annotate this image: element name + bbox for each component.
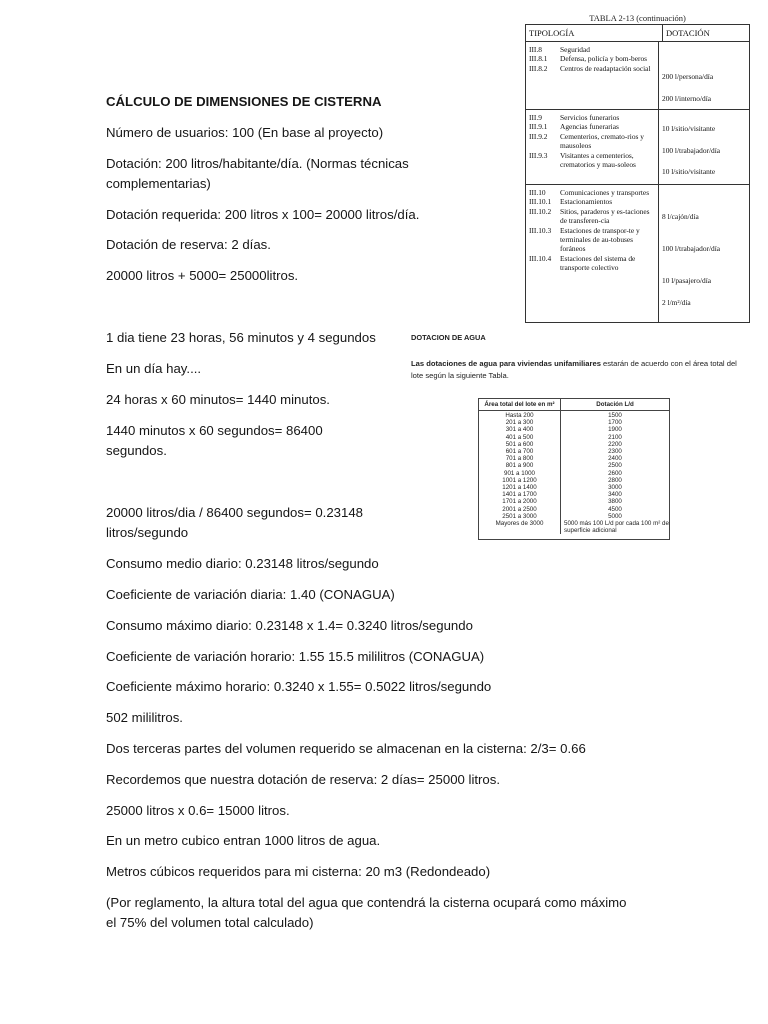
table-cell-dotacion: 2100	[608, 433, 622, 441]
table-header	[526, 25, 749, 42]
dotacion-table-header	[479, 399, 669, 411]
table-cell-area: 2501 a 3000	[502, 512, 537, 520]
table-group-seguridad	[526, 42, 749, 110]
dotacion-table	[478, 398, 670, 540]
table-caption: TABLA 2-13 (continuación)	[589, 13, 686, 23]
table-value: 200 l/persona/día	[662, 72, 714, 81]
text-line: (Por reglamento, la altura total del agua que contendrá la cisterna ocupará como máximo	[106, 895, 627, 910]
text-line: 24 horas x 60 minutos= 1440 minutos.	[106, 392, 330, 407]
text-line: Número de usuarios: 100 (En base al proyecto)	[106, 125, 384, 140]
text-line: 1 dia tiene 23 horas, 56 minutos y 4 segundos	[106, 330, 376, 345]
table-value: 10 l/sitio/visitante	[662, 124, 716, 133]
text-line: Dotación requerida: 200 litros x 100= 20000 litros/día.	[106, 207, 420, 222]
table-cell-dotacion: 4500	[608, 505, 622, 513]
text-line: complementarias)	[106, 176, 211, 191]
table-group-transportes	[526, 185, 749, 323]
table-value: 8 l/cajón/día	[662, 212, 699, 221]
table-value: 100 l/trabajador/día	[662, 244, 721, 253]
table-row: III.9.2 Cementerios, cremato-rios y mausoleos	[529, 131, 644, 151]
table-group-funerarios	[526, 110, 749, 185]
table-row: III.10.2 Sitios, paraderos y es-taciones de transferen-cia	[529, 206, 650, 226]
table-cell-area: 1001 a 1200	[502, 476, 537, 484]
area-column	[479, 411, 561, 534]
header-tipologia: TIPOLOGÍA	[526, 25, 663, 41]
table-row: III.9 Servicios funerarios	[529, 113, 620, 122]
dotacion-paragraph	[411, 358, 741, 382]
page-title: CÁLCULO DE DIMENSIONES DE CISTERNA	[106, 94, 382, 109]
table-row: III.10 Comunicaciones y transportes	[529, 188, 650, 197]
table-cell-dotacion: 2400	[608, 455, 622, 463]
table-cell-area: Hasta 200	[505, 412, 534, 419]
table-value: 2 l/m²/día	[662, 298, 691, 307]
table-cell-dotacion: 3400	[608, 491, 622, 499]
table-grid	[525, 24, 750, 323]
table-row: III.10.4 Estaciones del sistema de transporte colectivo	[529, 253, 636, 273]
table-value: 10 l/pasajero/día	[662, 276, 712, 285]
text-line: 1440 minutos x 60 segundos= 86400	[106, 423, 323, 438]
table-value: 200 l/interno/día	[662, 94, 712, 103]
text-line: Dotación de reserva: 2 días.	[106, 237, 271, 252]
table-cell-dotacion: 3800	[608, 498, 622, 506]
table-cell-dotacion: 2500	[608, 462, 622, 470]
table-cell-dotacion: 1500	[608, 412, 622, 419]
table-cell-dotacion: 1700	[608, 419, 622, 427]
text-line: 25000 litros x 0.6= 15000 litros.	[106, 803, 290, 818]
table-row: III.8.1 Defensa, policía y bom-beros	[529, 54, 648, 64]
text-line: 20000 litros + 5000= 25000litros.	[106, 268, 299, 283]
dotacion-column	[561, 411, 669, 534]
dotacion-bold: Las dotaciones de agua para viviendas unifamiliares	[411, 359, 601, 368]
text-line: Coeficiente de variación diaria: 1.40 (CONAGUA)	[106, 587, 395, 602]
header-dotacion-ld: Dotación L/d	[596, 401, 634, 408]
table-cell-area: 1401 a 1700	[502, 491, 537, 499]
text-line: En un día hay....	[106, 361, 202, 376]
text-line: segundos.	[106, 443, 167, 458]
table-row: III.10.1 Estacionamientos	[529, 197, 613, 207]
text-line: Consumo máximo diario: 0.23148 x 1.4= 0.3240 litros/segundo	[106, 618, 473, 633]
table-cell-area: 201 a 300	[505, 419, 534, 427]
text-line: Consumo medio diario: 0.23148 litros/segundo	[106, 556, 379, 571]
table-2-13	[525, 12, 750, 323]
text-line: Dotación: 200 litros/habitante/día. (Normas técnicas	[106, 156, 409, 171]
table-cell-area: 2001 a 2500	[502, 505, 537, 513]
table-cell-dotacion: 2600	[608, 469, 622, 477]
table-cell-area: 1701 a 2000	[502, 498, 537, 506]
table-cell-dotacion: 5000 más 100 L/d por cada 100 m² de superficie adicional	[564, 520, 669, 535]
text-line: Recordemos que nuestra dotación de reserva: 2 días= 25000 litros.	[106, 772, 501, 787]
text-line: 502 mililitros.	[106, 710, 183, 725]
table-cell-area: 1201 a 1400	[502, 484, 537, 492]
table-cell-dotacion: 3000	[608, 484, 622, 492]
header-dotacion: DOTACIÓN	[666, 28, 710, 38]
table-value: 10 l/sitio/visitante	[662, 167, 716, 176]
table-cell-dotacion: 5000	[608, 512, 622, 520]
table-cell-area: 301 a 400	[505, 426, 534, 434]
table-cell-dotacion: 2800	[608, 476, 622, 484]
table-cell-area: Mayores de 3000	[495, 520, 544, 528]
dotacion-title: DOTACION DE AGUA	[411, 333, 486, 342]
text-line: En un metro cubico entran 1000 litros de agua.	[106, 833, 381, 848]
table-cell-dotacion: 2200	[608, 440, 622, 448]
table-cell-dotacion: 2300	[608, 448, 622, 456]
table-cell-area: 901 a 1000	[504, 469, 535, 477]
text-line: el 75% del volumen total calculado)	[106, 915, 314, 930]
text-line: litros/segundo	[106, 525, 189, 540]
table-row: III.9.3 Visitantes a cementerios, crematorios y mau-soleos	[529, 150, 636, 170]
table-cell-area: 501 a 600	[505, 440, 534, 448]
table-cell-area: 701 a 800	[505, 455, 534, 463]
table-row: III.8.2 Centros de readaptación social	[529, 63, 651, 73]
table-cell-area: 401 a 500	[505, 433, 534, 441]
dotacion-rest: estarán de acuerdo con el área total del lote según la siguiente Tabla.	[411, 359, 737, 380]
table-cell-area: 601 a 700	[505, 448, 534, 456]
table-cell-area: 801 a 900	[505, 462, 534, 470]
table-row: III.9.1 Agencias funerarias	[529, 122, 619, 132]
text-line: Coeficiente máximo horario: 0.3240 x 1.55= 0.5022 litros/segundo	[106, 679, 492, 694]
text-line: 20000 litros/dia / 86400 segundos= 0.23148	[106, 505, 363, 520]
table-row: III.10.3 Estaciones de transpor-te y terminales de au-tobuses foráneos	[529, 225, 640, 254]
text-line: Coeficiente de variación horario: 1.55 15.5 mililitros (CONAGUA)	[106, 649, 485, 664]
header-area: Área total del lote en m²	[479, 399, 561, 410]
table-value: 100 l/trabajador/día	[662, 146, 721, 155]
table-cell-dotacion: 1900	[608, 426, 622, 434]
table-row: III.8 Seguridad	[529, 45, 590, 54]
text-line: Dos terceras partes del volumen requerido se almacenan en la cisterna: 2/3= 0.66	[106, 741, 586, 756]
text-line: Metros cúbicos requeridos para mi cisterna: 20 m3 (Redondeado)	[106, 864, 491, 879]
